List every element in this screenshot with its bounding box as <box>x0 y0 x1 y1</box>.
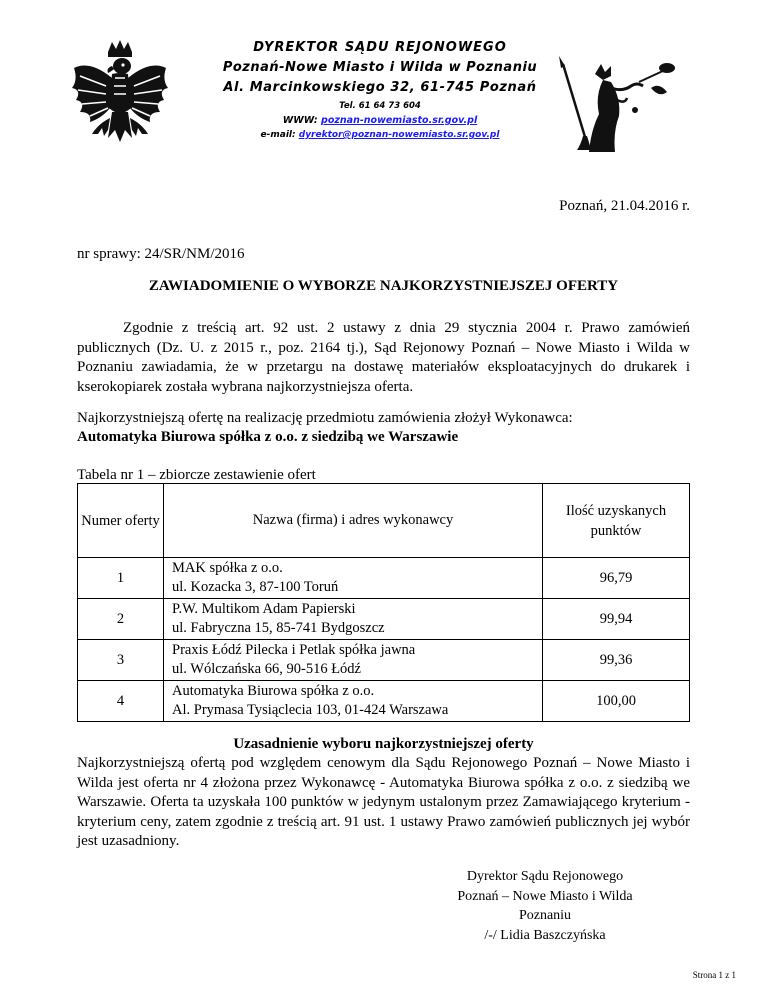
www-link[interactable]: poznan-nowemiasto.sr.gov.pl <box>321 115 478 126</box>
polish-eagle-emblem <box>68 38 173 163</box>
table-row <box>78 599 690 640</box>
header-address: Al. Marcinkowskiego 32, 61-745 Poznań <box>223 80 537 95</box>
winner-name: Automatyka Biurowa spółka z o.o. z siedzibą we Warszawie <box>77 429 459 445</box>
winner-intro: Najkorzystniejszą ofertę na realizację przedmiotu zamówienia złożył Wykonawca: <box>77 410 573 426</box>
offer-number: 2 <box>78 599 164 640</box>
place-date: Poznań, 21.04.2016 r. <box>559 198 690 214</box>
justification-text: Najkorzystniejszą ofertą pod względem cenowym dla Sądu Rejonowego Poznań – Nowe Miasto i Wilda jest oferta nr 4 złożona przez Wykonawcę - Automatyka Biurowa spółka z o.o. z siedzibą we Warszawie. Oferta ta uzyskała 100 punktów w jedynym ustalonym przez Zamawiającego kryterium - kryterium ceny, zatem zgodnie z treścią art. 91 ust. 1 ustawy Prawo zamówień publicznych jej wybór jest uzasadniony. <box>77 755 690 849</box>
offer-number: 3 <box>78 640 164 681</box>
table-row <box>78 558 690 599</box>
contractor-address: Al. Prymasa Tysiąclecia 103, 01-424 Warszawa <box>172 702 449 718</box>
header-www <box>200 115 560 126</box>
header-organization: DYREKTOR SĄDU REJONOWEGO <box>253 40 507 55</box>
header-email <box>200 130 560 140</box>
header-offer-number: Numer oferty <box>78 484 164 558</box>
www-label: WWW: <box>282 115 322 126</box>
header-court-name: Poznań-Nowe Miasto i Wilda w Poznaniu <box>222 60 538 75</box>
contractor-name: P.W. Multikom Adam Papierski <box>172 601 356 617</box>
contractor-address: ul. Fabryczna 15, 85-741 Bydgoszcz <box>172 620 385 636</box>
offer-points: 99,36 <box>543 640 690 681</box>
table-row <box>78 681 690 722</box>
contractor-cell <box>164 681 543 722</box>
table-row <box>78 640 690 681</box>
signature-line-name: /-/ Lidia Baszczyńska <box>484 927 606 943</box>
offer-points: 100,00 <box>543 681 690 722</box>
contractor-address: ul. Kozacka 3, 87-100 Toruń <box>172 579 339 595</box>
intro-paragraph: Zgodnie z treścią art. 92 ust. 2 ustawy z dnia 29 stycznia 2004 r. Prawo zamówień publicznych (Dz. U. z 2015 r., poz. 2164 tj.), Sąd Rejonowy Poznań – Nowe Miasto i Wilda w Poznaniu zawiadamia, że w przetargu na dostawę materiałów eksploatacyjnych do drukarek i kserokopiarek została wybrana najkorzystniejsza oferta. <box>77 320 690 395</box>
offer-points: 96,79 <box>543 558 690 599</box>
table-caption: Tabela nr 1 – zbiorcze zestawienie ofert <box>77 467 316 483</box>
email-label: e-mail: <box>260 130 299 140</box>
signature-line-court: Poznań – Nowe Miasto i Wilda <box>457 888 633 904</box>
offer-number: 1 <box>78 558 164 599</box>
case-number: nr sprawy: 24/SR/NM/2016 <box>77 246 245 262</box>
contractor-name: Praxis Łódź Pilecka i Petlak spółka jawna <box>172 642 416 658</box>
signature-line-title: Dyrektor Sądu Rejonowego <box>466 869 624 884</box>
signature-line-city: Poznaniu <box>518 908 572 923</box>
header-phone: Tel. 61 64 73 604 <box>339 101 421 111</box>
signature-block <box>420 867 670 945</box>
contractor-address: ul. Wólczańska 66, 90-516 Łódź <box>172 661 361 677</box>
header-contractor: Nazwa (firma) i adres wykonawcy <box>164 484 543 558</box>
contractor-cell <box>164 558 543 599</box>
justification-title: Uzasadnienie wyboru najkorzystniejszej oferty <box>233 736 534 752</box>
table-header-row <box>78 484 690 558</box>
contractor-cell <box>164 640 543 681</box>
offer-number: 4 <box>78 681 164 722</box>
offer-points: 99,94 <box>543 599 690 640</box>
contractor-cell <box>164 599 543 640</box>
document-title: ZAWIADOMIENIE O WYBORZE NAJKORZYSTNIEJSZEJ OFERTY <box>148 278 619 294</box>
email-link[interactable]: dyrektor@poznan-nowemiasto.sr.gov.pl <box>298 130 500 140</box>
justice-emblem <box>555 52 680 160</box>
offers-table <box>77 483 690 722</box>
header-points: Ilość uzyskanych punktów <box>543 484 690 558</box>
contractor-name: MAK spółka z o.o. <box>172 560 283 576</box>
page-number: Strona 1 z 1 <box>692 970 736 980</box>
contractor-name: Automatyka Biurowa spółka z o.o. <box>172 683 375 699</box>
